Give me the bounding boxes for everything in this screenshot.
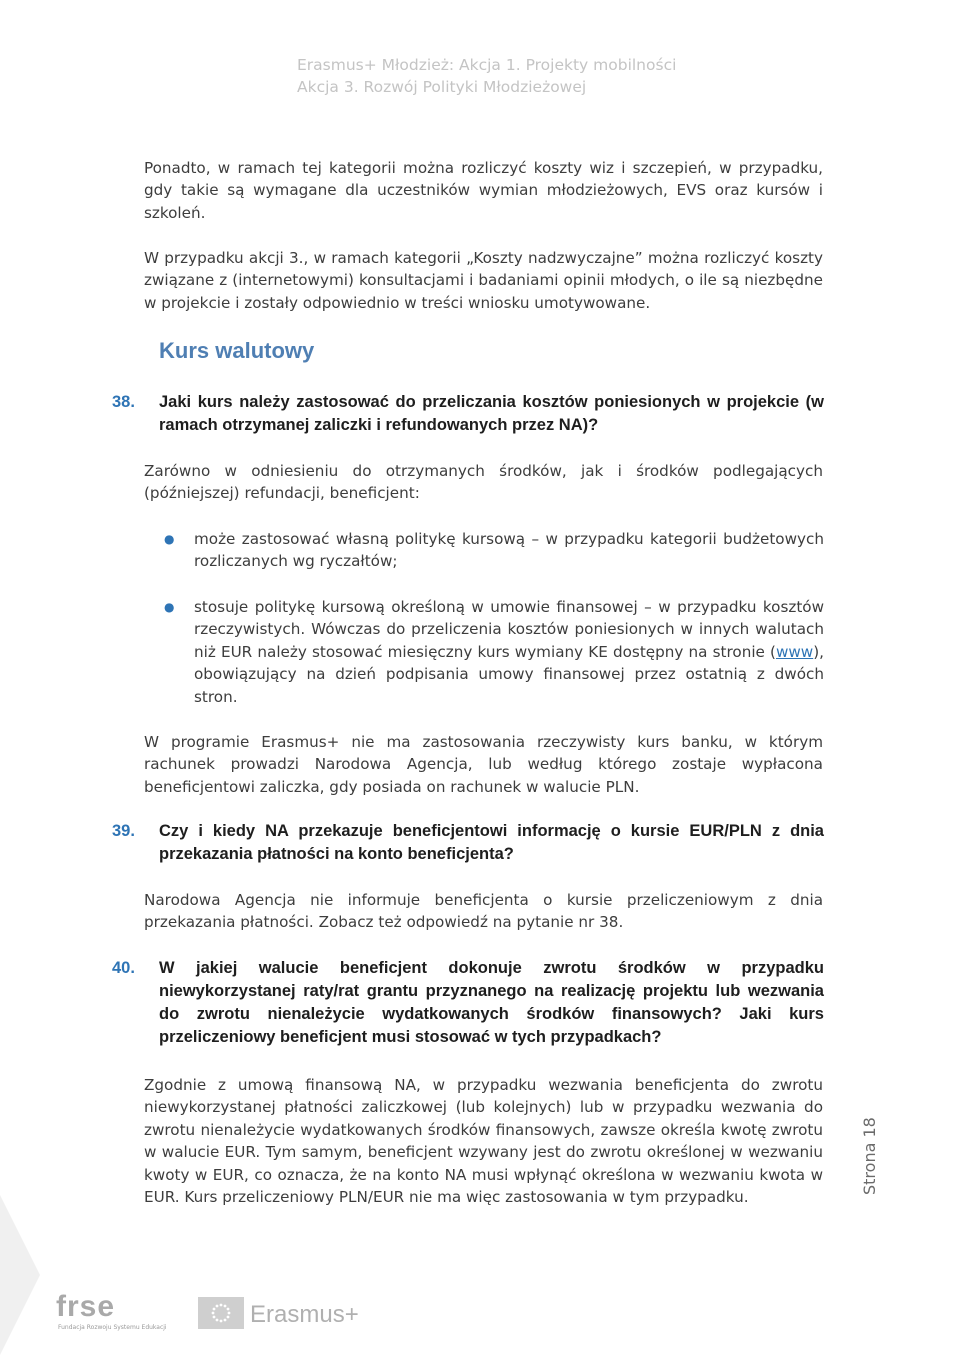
answer-38-closing: W programie Erasmus+ nie ma zastosowania rzeczywisty kurs banku, w którym rachunek prowadzi Narodowa Agencja, lub według którego zostaje wypłacona beneficjentowi zaliczka, gdy posiada on rachunek w walucie PLN. xyxy=(144,733,823,796)
frse-logo-text: frse xyxy=(56,1290,116,1323)
header-line-1: Erasmus+ Młodzież: Akcja 1. Projekty mobilności xyxy=(297,56,677,74)
decorative-triangle xyxy=(0,1195,40,1355)
page-number: Strona 18 xyxy=(860,1117,879,1195)
question-text: Jaki kurs należy zastosować do przeliczania kosztów poniesionych w projekcie (w ramach otrzymanej zaliczki i refundowanych przez NA)? xyxy=(159,393,824,434)
bullet-icon: ● xyxy=(164,532,175,546)
question-text: W jakiej walucie beneficjent dokonuje zwrotu środków w przypadku niewykorzystanej raty/rat grantu przyznanego na realizację projektu lub wezwania do zwrotu nienależycie wydatkowanych środków finansowych? Jaki kurs przeliczeniowy beneficjent musi stosować w tych przypadkach? xyxy=(159,959,824,1046)
bullet-icon: ● xyxy=(164,600,175,614)
list-item-text-part: ), obowiązujący na dzień podpisania umowy finansowej przez ostatnią z dwóch stron. xyxy=(194,642,824,706)
question-number: 39. xyxy=(112,822,135,840)
www-link[interactable]: www xyxy=(775,642,814,661)
erasmus-logo-text: Erasmus+ xyxy=(250,1301,359,1328)
running-header xyxy=(297,54,676,98)
question-number: 38. xyxy=(112,393,135,411)
section-title: Kurs walutowy xyxy=(159,338,315,363)
question-text: Czy i kiedy NA przekazuje beneficjentowi informację o kursie EUR/PLN z dnia przekazania płatności na konto beneficjenta? xyxy=(159,822,824,863)
frse-logo-subtitle: Fundacja Rozwoju Systemu Edukacji xyxy=(58,1324,167,1331)
frse-logo xyxy=(56,1290,167,1334)
answer-38-intro: Zarówno w odniesieniu do otrzymanych środków, jak i środków podlegających (późniejszej) refundacji, beneficjent: xyxy=(144,462,823,503)
header-line-2: Akcja 3. Rozwój Polityki Młodzieżowej xyxy=(297,78,587,96)
answer-39: Narodowa Agencja nie informuje beneficjenta o kursie przeliczeniowym z dnia przekazania płatności. Zobacz też odpowiedź na pytanie nr 38. xyxy=(144,891,823,932)
answer-40: Zgodnie z umową finansową NA, w przypadku wezwania beneficjenta do zwrotu niewykorzystanej płatności zaliczkowej (lub kolejnych) lub w przypadku wezwania do zwrotu nienależycie wydatkowanych środków finansowych, zawsze określa kwotę zwrotu w walucie EUR. Tym samym, beneficjent wzywany jest do zwrotu określonej w wezwaniu kwoty w EUR, co oznacza, że na konto NA musi wpłynąć określona w wezwaniu kwota w EUR. Kurs przeliczeniowy PLN/EUR nie ma więc zastosowania w tym przypadku. xyxy=(144,1076,823,1207)
paragraph-visa-costs: Ponadto, w ramach tej kategorii można rozliczyć koszty wiz i szczepień, w przypadku, gdy takie są wymagane dla uczestników wymian młodzieżowych, EVS oraz kursów i szkoleń. xyxy=(144,159,823,222)
paragraph-action3-costs: W przypadku akcji 3., w ramach kategorii „Koszty nadzwyczajne” można rozliczyć koszty związane z (internetowymi) konsultacjami i badaniami opinii młodych, o ile są niezbędne w projekcie i zostały odpowiednio w treści wniosku umotywowane. xyxy=(144,249,823,312)
question-number: 40. xyxy=(112,959,135,977)
list-item-text xyxy=(194,596,824,708)
eu-flag-icon xyxy=(198,1297,244,1329)
list-item-text-part: stosuje politykę kursową określoną w umowie finansowej – w przypadku kosztów rzeczywistych. Wówczas do przeliczenia kosztów poniesionych w innych walutach niż EUR należy stosować miesięczny kurs wymiany KE dostępny na stronie ( xyxy=(194,598,824,661)
list-item-text: może zastosować własną politykę kursową – w przypadku kategorii budżetowych rozliczanych wg ryczałtów; xyxy=(194,530,824,571)
